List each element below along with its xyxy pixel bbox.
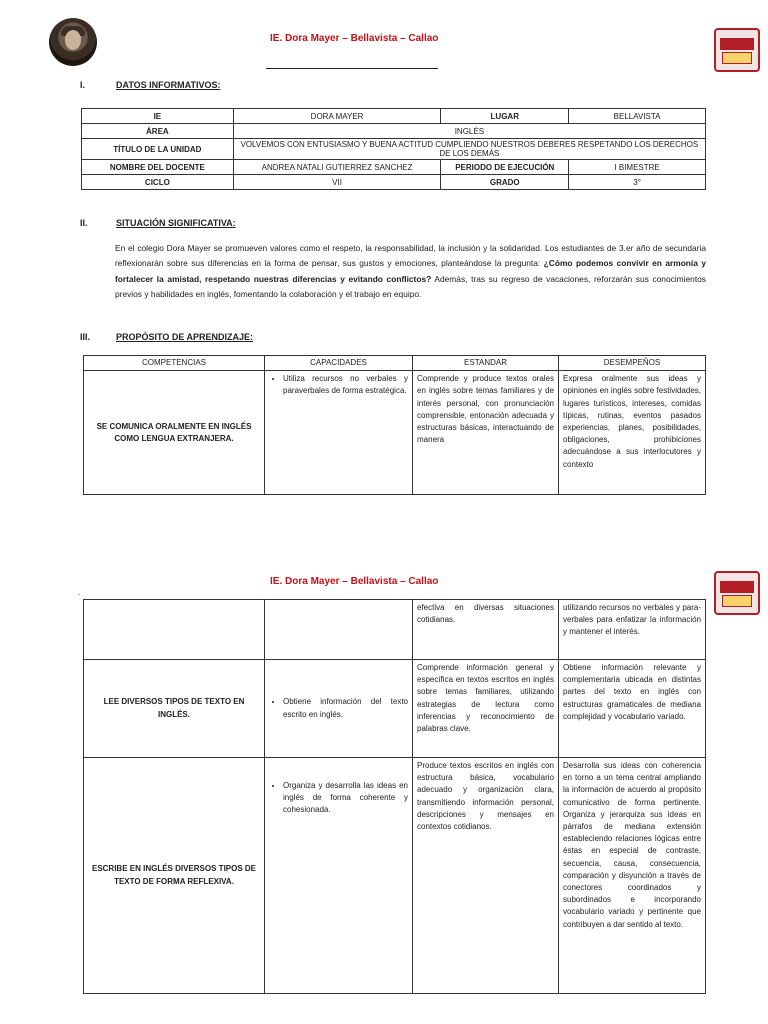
grado-label: GRADO (441, 175, 569, 190)
page-gap (0, 525, 768, 535)
estandar-escribe: Produce textos escritos en inglés con estructura básica, vocabulario adecuado y organización clara, transmitiendo información personal, descripciones y mensajes en contextos cotidianos. (413, 758, 559, 994)
competencias-table-continued (83, 599, 706, 994)
header-capacidades: CAPACIDADES (265, 356, 413, 371)
titulo-value: VOLVEMOS CON ENTUSIASMO Y BUENA ACTITUD CUMPLIENDO NUESTROS DEBERES RESPETANDO LOS DERECHOS DE LOS DEMÁS (233, 139, 705, 160)
section-datos-informativos: I. DATOS INFORMATIVOS: (80, 80, 221, 90)
competencias-table (83, 355, 706, 495)
competencia-escribe: ESCRIBE EN INGLÉS DIVERSOS TIPOS DE TEXTO DE FORMA REFLEXIVA. (84, 758, 265, 994)
grado-value: 3° (569, 175, 706, 190)
desempeno-oral-cont: utilizando recursos no verbales y para- verbales para enfatizar la información y mantener el interés. (559, 600, 706, 660)
ie-label: IE (82, 109, 234, 124)
area-value: INGLÉS (233, 124, 705, 139)
lugar-label: LUGAR (441, 109, 569, 124)
ciclo-value: VII (233, 175, 441, 190)
capacidad-escribe: • Organiza y desarrolla las ideas en inglés de forma coherente y cohesionada. (265, 758, 413, 994)
estandar-oral-cont: efectiva en diversas situaciones cotidianas. (413, 600, 559, 660)
capacidad-oral: • Utiliza recursos no verbales y paraverbales de forma estratégica. (265, 371, 413, 495)
portrait-image (49, 18, 97, 66)
school-crest-icon-page2 (714, 571, 760, 615)
header-estandar: ESTANDAR (413, 356, 559, 371)
estandar-oral: Comprende y produce textos orales en inglés sobre temas familiares y de interés personal, con pronunciación comprensible, entonación adecuada y estructuras básicas, interactuando de manera (413, 371, 559, 495)
header-title: IE. Dora Mayer – Bellavista – Callao (270, 33, 439, 44)
titulo-label: TÍTULO DE LA UNIDAD (82, 139, 234, 160)
competencia-oral: SE COMUNICA ORALMENTE EN INGLÉS COMO LENGUA EXTRANJERA. (84, 371, 265, 495)
capacidad-oral-cont (265, 600, 413, 660)
periodo-label: PERIODO DE EJECUCIÓN (441, 160, 569, 175)
docente-value: ANDREA NATALI GUTIERREZ SANCHEZ (233, 160, 441, 175)
header-title-page2: IE. Dora Mayer – Bellavista – Callao (270, 576, 439, 587)
section-situacion: II. SITUACIÓN SIGNIFICATIVA: (80, 218, 236, 228)
docente-label: NOMBRE DEL DOCENTE (82, 160, 234, 175)
school-crest-icon (714, 28, 760, 72)
section-proposito: III. PROPÓSITO DE APRENDIZAJE: (80, 332, 254, 342)
lugar-value: BELLAVISTA (569, 109, 706, 124)
ciclo-label: CICLO (82, 175, 234, 190)
stray-dot: . (78, 588, 81, 597)
header-desempenos: DESEMPEÑOS (559, 356, 706, 371)
info-table (81, 108, 706, 190)
header-competencias: COMPETENCIAS (84, 356, 265, 371)
competencia-oral-cont (84, 600, 265, 660)
periodo-value: I BIMESTRE (569, 160, 706, 175)
desempeno-lee: Obtiene información relevante y complementaria ubicada en distintas partes del texto en inglés con estructuras gramaticales de mediana complejidad y vocabulario variado. (559, 660, 706, 758)
situacion-paragraph: En el colegio Dora Mayer se promueven valores como el respeto, la responsabilidad, la inclusión y la solidaridad. Los estudiantes de 3.er año de secundaria reflexionarán sobre sus diferencias en la forma de pensar, sus gustos y emociones, planteándose la pregunta: ¿Cómo podemos convivir en armonía y fortalecer la amistad, respetando nuestras diferencias y evitando conflictos? Además, tras su regreso de vacaciones, reforzarán sus conocimientos previos y habilidades en inglés, fomentando la colaboración y el trabajo en equipo. (115, 243, 706, 300)
situacion-question: ¿Cómo podemos convivir en armonía y fortalecer la amistad, respetando nuestras diferencias y evitando conflictos? (115, 258, 706, 284)
area-label: ÁREA (82, 124, 234, 139)
estandar-lee: Comprende información general y específica en textos escritos en inglés sobre temas familiares, utilizando estrategias de lectura como inferencias y reconocimiento de palabras clave. (413, 660, 559, 758)
capacidad-lee: • Obtiene información del texto escrito en inglés. (265, 660, 413, 758)
desempeno-escribe: Desarrolla sus ideas con coherencia en torno a un tema central ampliando la información de acuerdo al propósito comunicativo de forma pertinente. Organiza y jerarquiza sus ideas en párrafos de mediana extensión estableciendo relaciones lógicas entre éstas en especial de contraste, secuencia, causa, consecuencia, comparación y disyunción a través de conectores coordinados y subordinados e incorporando vocabulario variado y pertinente que contribuyen a dar sentido al texto. (559, 758, 706, 994)
ie-value: DORA MAYER (233, 109, 441, 124)
header-divider (266, 68, 438, 69)
competencia-lee: LEE DIVERSOS TIPOS DE TEXTO EN INGLÉS. (84, 660, 265, 758)
desempeno-oral: Expresa oralmente sus ideas y opiniones en inglés sobre festividades, lugares turísticos, intereses, comidas típicas, rutinas, eventos pasados experiencias, planes, posibilidades, obligaciones, prohibiciones adecuándose a sus interlocutores y contexto (559, 371, 706, 495)
